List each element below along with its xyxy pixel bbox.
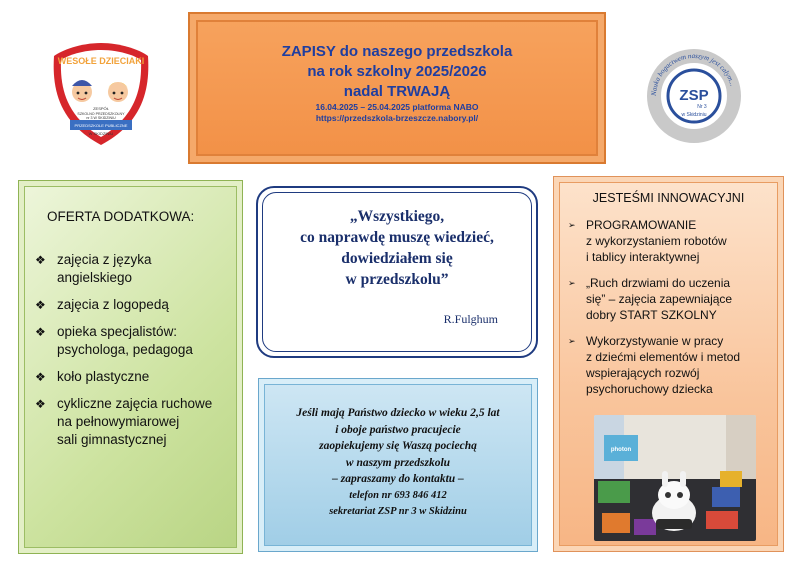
logo-letters: ZSP [679,87,709,104]
arrow-bullet-icon: ➢ [568,278,576,288]
arrow-bullet-icon: ➢ [568,220,576,230]
diamond-bullet-icon: ❖ [35,397,46,411]
innovation-title: JESTEŚMI INNOWACYJNI [592,191,745,205]
phone-number: telefon nr 693 846 412 [349,489,447,501]
logo-sub-2: SZKOLNO PRZEDSZKOLNY [77,112,125,116]
list-item: ➢ Wykorzystywanie w pracy z dziećmi elementów i metod wspierających rozwój psychoruchowy dziecka [568,334,741,396]
banner-url: https://przedszkola-brzeszcze.nabory.pl/ [315,113,479,123]
quote-text: „Wszystkiego, co naprawdę muszę wiedzieć, dowiedziałem się w przedszkolu” [300,208,494,288]
list-item: ❖ zajęcia z logopedą [35,297,169,312]
banner-title-2: na rok szkolny 2025/2026 [307,63,487,80]
innovation-list [564,217,775,407]
diamond-bullet-icon: ❖ [35,298,46,312]
kindergarten-logo [48,40,154,148]
enrollment-banner [188,12,606,164]
diamond-bullet-icon: ❖ [35,325,46,339]
robot-photo [594,415,756,541]
list-item: ❖ koło plastyczne [35,369,150,384]
logo-sub-3: nr 3 W SKIDZINIU [86,116,116,120]
quote-author: R.Fulghum [443,312,498,326]
quote-box [256,186,538,358]
innovation-panel [553,176,784,552]
logo-nr: Nr 3 [697,104,707,110]
logo-arc-text: Nauka bogactwem naszym jest całym... [649,51,737,97]
offer-title: OFERTA DODATKOWA: [47,209,195,224]
logo-sub-4: PRZEDSZKOLE PUBLICZNE [74,123,128,128]
arrow-bullet-icon: ➢ [568,336,576,346]
school-logo [642,44,746,148]
robot-label: photon [610,447,632,453]
list-item: ❖ opieka specjalistów: psychologa, pedagoga [35,324,193,357]
banner-dates: 16.04.2025 – 25.04.2025 platforma NABO [315,102,479,112]
logo-sub-5: W SKIDZINIU [88,131,114,136]
list-item: ➢ PROGRAMOWANIE z wykorzystaniem robotów i tablicy interaktywnej [568,218,727,264]
logo-title-1: WESOŁE DZIECIAKI [57,56,145,66]
secretariat: sekretariat ZSP nr 3 w Skidzinu [329,506,467,517]
list-item: ➢ „Ruch drzwiami do uczenia się” – zajęcia zapewniające dobry START SZKOLNY [568,276,733,322]
offer-panel [18,180,243,554]
diamond-bullet-icon: ❖ [35,370,46,384]
list-item: ❖ zajęcia z języka angielskiego [35,252,152,285]
banner-title-1: ZAPISY do naszego przedszkola [281,43,513,60]
contact-panel [258,378,538,552]
logo-sub-1: ZESPÓŁ [93,106,109,111]
banner-title-3: nadal TRWAJĄ [343,83,451,100]
contact-text: Jeśli mają Państwo dziecko w wieku 2,5 lat i oboje państwo pracujecie zaopiekujemy się Waszą pociechą w naszym przedszkolu – zapraszamy do kontaktu – telefon nr 693 846 412 sekretariat ZSP nr 3 w Skidzinu [265,405,531,521]
logo-place: w Skidziniu [681,112,707,118]
diamond-bullet-icon: ❖ [35,253,46,267]
list-item: ❖ cykliczne zajęcia ruchowe na pełnowymiarowej sali gimnastycznej [35,396,213,447]
offer-list [33,251,236,458]
